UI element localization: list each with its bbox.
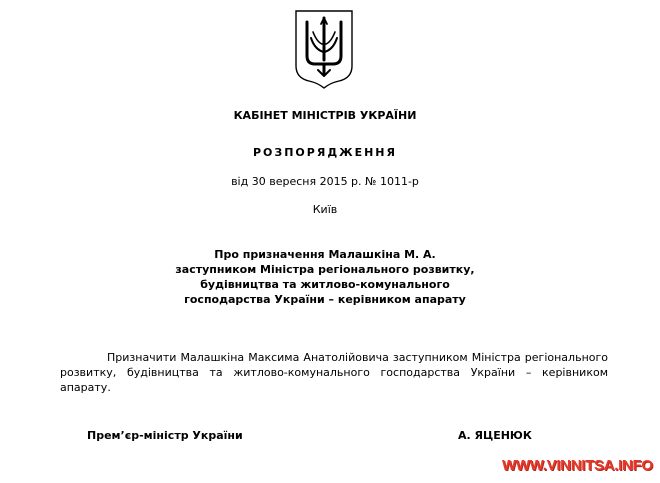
title-line: будівництва та житлово-комунального [200,278,450,291]
date-number: від 30 вересня 2015 р. № 1011-р [231,175,419,188]
title-line: заступником Міністра регіонального розвитку, [175,263,475,276]
signatory-name: А. ЯЦЕНЮК [458,429,532,442]
title-line: господарства України – керівником апарату [184,293,466,306]
title-line: Про призначення Малашкіна М. А. [214,248,436,261]
document-title [0,247,650,307]
city: Київ [312,203,338,216]
signatory-position: Прем’єр-міністр України [87,429,243,442]
organization-name: КАБІНЕТ МІНІСТРІВ УКРАЇНИ [233,109,417,122]
body-paragraph: Призначити Малашкіна Максима Анатолійовича заступником Міністра регіонального розвитку, будівництва та житлово-комунального господарства України – керівником апарату. [60,351,608,394]
tryzub-coat-of-arms-icon [293,8,355,90]
watermark: WWW.VINNITSA.INFO [502,457,653,474]
document-type: РОЗПОРЯДЖЕННЯ [253,146,397,159]
